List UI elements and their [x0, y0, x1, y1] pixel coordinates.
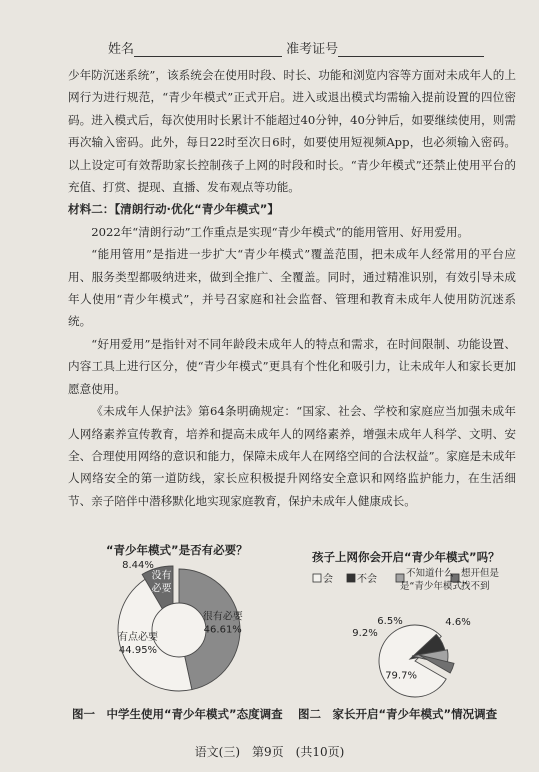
chart1-label-2: 没有必要	[151, 570, 172, 595]
chart1-donut-hole	[152, 603, 206, 657]
chart2-value-0: 79.7%	[385, 670, 417, 682]
chart1-caption: 图一 中学生使用“青少年模式”态度调查	[72, 707, 283, 721]
chart2-caption: 图二 家长开启“青少年模式”情况调查	[298, 707, 498, 721]
chart2-legend-swatch-1	[347, 574, 355, 582]
chart1-title: “青少年模式”是否有必要？	[106, 543, 248, 557]
chart2-value-2: 6.5%	[377, 616, 403, 627]
paragraph-haoyong: “好用爱用”是指针对不同年龄段未成年人的特点和需求，在时间限制、功能设置、内容工具上进行区分，使“青少年模式”更具有个性化和吸引力，让未成年人和家长更加愿意使用。	[68, 336, 516, 396]
chart1-label-0: 很有必要	[202, 611, 243, 623]
name-blank	[134, 44, 282, 57]
chart1-value-2: 8.44%	[122, 560, 154, 571]
chart2-legend-swatch-0	[313, 574, 321, 582]
section-heading-material-two: 材料二：【清朗行动·优化“青少年模式”】	[68, 202, 279, 217]
chart1-value-0: 46.61%	[203, 624, 242, 636]
chart2-value-3: 4.6%	[445, 617, 471, 628]
chart2-value-1: 9.2%	[352, 628, 378, 639]
chart1-pie	[0, 555, 270, 705]
paragraph-nengyong: “能用管用”是指进一步扩大“青少年模式”覆盖范围，把未成年人经常用的平台应用、服务类型都吸纳进来，做到全推广、全覆盖。同时，通过精准识别，有效引导未成年人使用“青少年模式”，并号召家庭和社会监督、管理和教育未成年人使用防沉迷系统。	[68, 247, 516, 329]
chart1-label-1: 有点必要	[118, 631, 159, 643]
page-footer: 语文(三) 第9页 (共10页)	[194, 745, 345, 759]
chart2-legend-label-0: 会	[323, 574, 333, 585]
exam-number-label: 准考证号	[286, 42, 339, 57]
chart2-legend-label-2: 不知道什么是“青少年模式”	[400, 568, 467, 592]
chart2-legend-label-1: 不会	[357, 574, 377, 585]
exam-number-blank	[338, 44, 484, 57]
name-label: 姓名	[108, 42, 135, 57]
paragraph-law: 《未成年人保护法》第64条明确规定：“国家、社会、学校和家庭应当加强未成年人网络素养宣传教育，培养和提高未成年人的网络素养，增强未成年人科学、文明、安全、合理使用网络的意识和能力，保障未成年人在网络空间的合法权益”。家庭是未成年人网络安全的第一道防线，家长应积极提升网络安全意识和网络监护能力，在生活细节、亲子陪伴中潜移默化地实现家庭教育，保护未成年人健康成长。	[68, 404, 516, 508]
chart2-title: 孩子上网你会开启“青少年模式”吗？	[312, 550, 500, 564]
chart2-legend-label-3: 想开但是找不到	[461, 568, 500, 592]
chart1-value-1: 44.95%	[118, 644, 158, 656]
paragraph-continued: 少年防沉迷系统”，该系统会在使用时段、时长、功能和浏览内容等方面对未成年人的上网行为进行规范，“青少年模式”正式开启。进入或退出模式均需输入提前设置的四位密码。进入模式后，每次使用时长累计不能超过40分钟，40分钟后，如要继续使用，则需再次输入密码。此外，每日22时至次日6时，如要使用短视频App，也必须输入密码。以上设定可有效帮助家长控制孩子上网的时段和时长。“青少年模式”还禁止使用平台的充值、打赏、提现、直播、发布观点等功能。	[68, 68, 516, 195]
chart2-pie	[300, 565, 539, 705]
paragraph-qinglang: 2022年“清朗行动”工作重点是实现“青少年模式”的能用管用、好用爱用。	[91, 224, 470, 239]
article-body	[68, 64, 516, 512]
exam-header	[108, 38, 484, 57]
